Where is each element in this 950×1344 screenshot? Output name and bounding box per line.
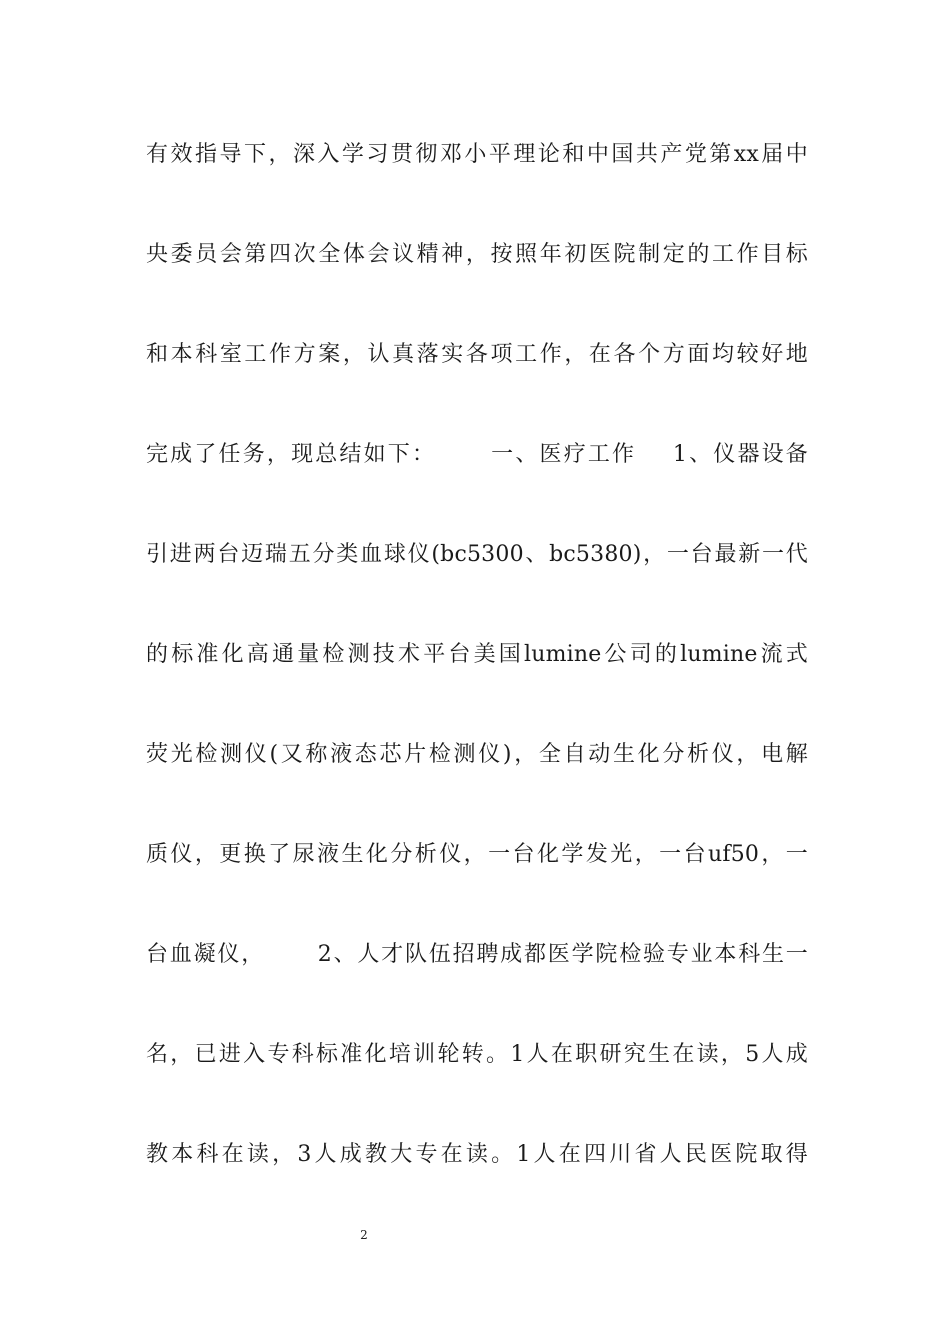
text-line: 完成了任务，现总结如下： 一、医疗工作 1、仪器设备	[146, 442, 808, 467]
text-line: 引进两台迈瑞五分类血球仪(bc5300、bc5380)，一台最新一代	[146, 542, 808, 567]
text-line: 荧光检测仪(又称液态芯片检测仪)，全自动生化分析仪，电解	[146, 742, 808, 767]
body-text	[146, 130, 808, 1230]
text-line: 质仪，更换了尿液生化分析仪，一台化学发光，一台uf50，一	[146, 842, 808, 867]
text-line: 央委员会第四次全体会议精神，按照年初医院制定的工作目标	[146, 242, 808, 267]
text-line: 名，已进入专科标准化培训轮转。1人在职研究生在读，5人成	[146, 1042, 808, 1067]
text-line: 有效指导下，深入学习贯彻邓小平理论和中国共产党第xx届中	[146, 142, 808, 167]
text-line: 的标准化高通量检测技术平台美国lumine公司的lumine流式	[146, 642, 808, 667]
text-line: 和本科室工作方案，认真落实各项工作，在各个方面均较好地	[146, 342, 808, 367]
text-line: 教本科在读，3人成教大专在读。1人在四川省人民医院取得	[146, 1142, 808, 1167]
text-line: 台血凝仪， 2、人才队伍招聘成都医学院检验专业本科生一	[146, 942, 808, 967]
page-number: 2	[360, 1228, 368, 1242]
